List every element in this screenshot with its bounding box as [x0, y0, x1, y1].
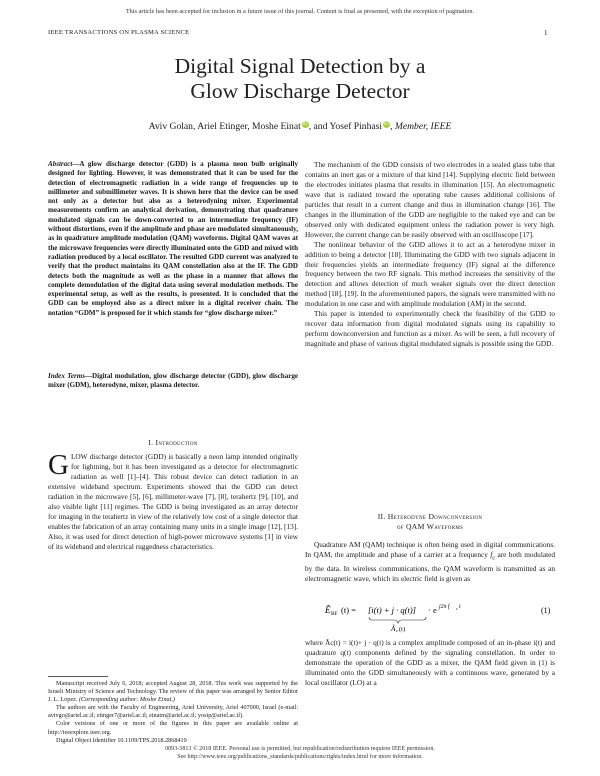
- rights-link-line: See http://www.ieee.org/publications_standards/publications/rights/index.html for more information.: [177, 754, 423, 760]
- qam-text: [305, 540, 555, 584]
- copyright-line: 0093-3813 © 2018 IEEE. Personal use is permitted, but republication/redistribution requires IEEE permission.: [165, 746, 435, 752]
- author-membership: Member, IEEE: [394, 121, 452, 133]
- qam-text-a: Quadrature AM (QAM) technique is often being used in digital communications. In QAM, the amplitude and phase of a carrier at a frequency: [305, 540, 555, 559]
- eq-lhs-sub: RF: [331, 611, 338, 617]
- title-line-1: Digital Signal Detection by a: [174, 54, 426, 78]
- where-text: where Ãc(t) = i(t)+ j · q(t) is a complex amplitude composed of an in-phase i(t) and quadrature q(t) components defined by the signaling constellation. In order to demonstrate the operation of the GDD as a mixer, the QAM field given in (1) is illuminated onto the GDD simultaneously with a continuous wave, generated by a local oscillator (LO) at a: [305, 638, 555, 687]
- right-column-top: [305, 160, 555, 349]
- eq-inner: [i(t) + j · q(t)]: [368, 605, 416, 615]
- title-line-2: Glow Discharge Detector: [190, 79, 410, 103]
- journal-name: IEEE TRANSACTIONS ON PLASMA SCIENCE: [48, 29, 190, 36]
- orcid-icon[interactable]: iD: [384, 121, 389, 127]
- section-heading-downconversion: [305, 512, 555, 532]
- intro-text: LOW discharge detector (GDD) is basically a neon lamp intended originally for lightning, but it has been investigated as a detector for electromagnetic radiation as well [1]–[4]. This robust device can detect radiation in an extensive wideband spectrum. Experiments showed that the GDD can detect radiation in the microwave [5], [6], millimeter-wave [7], [8], terahertz [9], [10], and also visible light [11] regimes. The GDD is being investigated as an array detector for imaging in the terahertz in view of the relatively low cost of a single detector that enables the fabrication of an array containing many units in a single image [12], [13]. Also, it was used for direct detection of high-power microwave systems [1] in view of its wideband and electrical ruggedness characteristics.: [48, 452, 298, 551]
- received-text: Manuscript received July 6, 2018; accepted August 28, 2018. This work was supported by the Israeli Ministry of Science and Technology. The review of this paper was arranged by Senior Editor J. L. Lopez.: [48, 680, 298, 704]
- footnote-affiliation: The authors are with the Faculty of Engineering, Ariel University, Ariel 407000, Israel (e-mail: avivgo@ariel.ac.il; etinger7@ariel.ac.il; einatm@ariel.ac.il; yosip@ariel.ac.il).: [48, 704, 298, 720]
- section-title: Heterodyne Downconversion: [387, 512, 483, 521]
- footnote-received: [48, 680, 298, 704]
- eq-exp-t: t: [459, 604, 461, 610]
- eq-brace-label: Ã: [391, 625, 396, 633]
- paragraph-purpose: This paper is intended to experimentally check the feasibility of the GDD to recover data information from digital modulated signals using its capability to perform downconversion and function as a mixer. As will be seen, a full recovery of magnitude and phase of various digital modulated signals is possible using the GDD.: [305, 309, 555, 349]
- acceptance-banner: This article has been accepted for inclusion in a future issue of this journal. Content is final as presented, with the exception of pagination.: [125, 8, 475, 15]
- footnotes: [48, 680, 298, 745]
- drop-cap: G: [48, 449, 69, 481]
- eq-brace-sub: c: [396, 628, 398, 633]
- author-last: Yosef Pinhasi: [329, 121, 383, 133]
- paragraph-nonlinear: The nonlinear behavior of the GDD allows it to act as a heterodyne mixer in addition to being a detector [18]. Illuminating the GDD with two signals adjacent in their frequencies yields an intermediate frequency (IF) signal at the difference frequency between the two RF signals. This method increases the sensitivity of the detection and allows detection of much weaker signals over the direct detection method [18], [19]. In the aforementioned papers, the signals were transmitted with no modulation in one case and with amplitude modulation (AM) in the second.: [305, 239, 555, 309]
- page-number: 1: [544, 29, 548, 37]
- carrier-freq-symbol: f: [490, 549, 493, 559]
- paper-title: [100, 54, 500, 104]
- section-heading-introduction: [48, 438, 298, 447]
- footnote-divider: [48, 676, 108, 677]
- qam-text-b: are both modulated by the data. In wireless communications, the QAM waveform is transmitted as an electromagnetic wave, which its electric field is given as: [305, 549, 556, 584]
- eq-brace-arg: (t): [399, 626, 406, 633]
- introduction-body: [48, 449, 298, 552]
- section-2-line-1: [305, 512, 555, 522]
- copyright-footer: [0, 745, 600, 761]
- index-terms-text: Digital modulation, glow discharge detector (GDD), glow discharge mixer (GDM), heterodyne, mixer, plasma detector.: [48, 372, 298, 390]
- corresponding-author: (Corresponding author: Moshe Einat.): [78, 696, 175, 704]
- index-terms-dash: —: [84, 372, 93, 380]
- eq-exp-sub: c: [456, 606, 458, 611]
- eq-lhs-arg: (t) =: [341, 605, 356, 615]
- index-terms-label: Index Terms: [48, 372, 85, 380]
- index-terms: [48, 372, 298, 391]
- underbrace: [369, 617, 426, 623]
- eq-exp-base: · e: [428, 605, 437, 615]
- equation-svg: [305, 602, 555, 632]
- orcid-icon[interactable]: iD: [302, 121, 308, 127]
- carrier-freq-subscript: c: [492, 555, 496, 562]
- where-paragraph: [305, 638, 555, 688]
- section-numeral: I.: [148, 438, 156, 447]
- author-and: , and: [308, 121, 330, 133]
- qam-paragraph: [305, 540, 555, 584]
- abstract: [48, 160, 298, 318]
- footnote-color: Color versions of one or more of the figures in this paper are available online at http://ieeexplore.ieee.org.: [48, 720, 298, 736]
- eq-exp-power: j2π f: [439, 604, 450, 610]
- author-list: Aviv Golan, Ariel Etinger, Moshe Einat iD, and Yosef Pinhasi iD, Member, IEEE: [148, 121, 452, 133]
- abstract-label: Abstract: [48, 160, 73, 168]
- equation-1: [305, 602, 555, 632]
- eq-lhs: Ẽ: [325, 605, 331, 615]
- abstract-text: A glow discharge detector (GDD) is a plasma neon bulb originally designed for lighting. However, it was demonstrated that it can be used for the detection of electromagnetic radiation in a wide range of frequencies up to millimeter and submillimeter waves. It is shown here that the device can be used not only as a detector but also as a heterodyning mixer. Experimental measurements confirm an analytical derivation, demonstrating that quadrature modulated signals can be down-converted to an intermediate frequency (IF) without distortions, even if the amplitude and phase are modulated simultaneously, as in quadrature amplitude modulation (QAM) waveforms. Digital QAM waves at the microwave frequencies were directly illuminated onto the GDD and mixed with radiation produced by a local oscillator. The resulted GDD current was analyzed to verify that the product maintains its QAM constellation also at the IF. The GDD detects both the magnitude as well as the phase in a manner that allows the complete demodulation of the digital data using several modulation methods. The experimental setup, as well as the results, is presented. It is concluded that the GDD can be employed also as a direct mixer in a digital receiver chain. The notation “GDM” is proposed for it which stands for “glow discharge mixer.”: [48, 160, 298, 317]
- abstract-dash: —: [72, 160, 80, 168]
- section-2-line-2: of QAM Waveforms: [396, 522, 464, 531]
- paragraph-mechanism: The mechanism of the GDD consists of two electrodes in a sealed glass tube that contains an inert gas or a mixture of that kind [14]. Supplying electric field between the electrodes initiates plasma that results in illumination [15]. An electromagnetic wave that is radiated toward the operating tube causes additional collisions of particles that result in a current change and thus in illumination change [16]. The changes in the illumination of the GDD are negligible to the naked eye and can be observed only with dedicated equipment unless the radiation power is very high. However, the current change can be easily observed with an oscilloscope [17].: [305, 160, 555, 239]
- intro-paragraph: [48, 449, 298, 552]
- footnote-doi: Digital Object Identifier 10.1109/TPS.2018.2868419: [56, 736, 187, 744]
- section-title: Introduction: [155, 438, 198, 447]
- equation-number: (1): [541, 606, 551, 615]
- section-numeral: II.: [377, 512, 388, 521]
- author-names: Aviv Golan, Ariel Etinger, Moshe Einat: [148, 121, 301, 133]
